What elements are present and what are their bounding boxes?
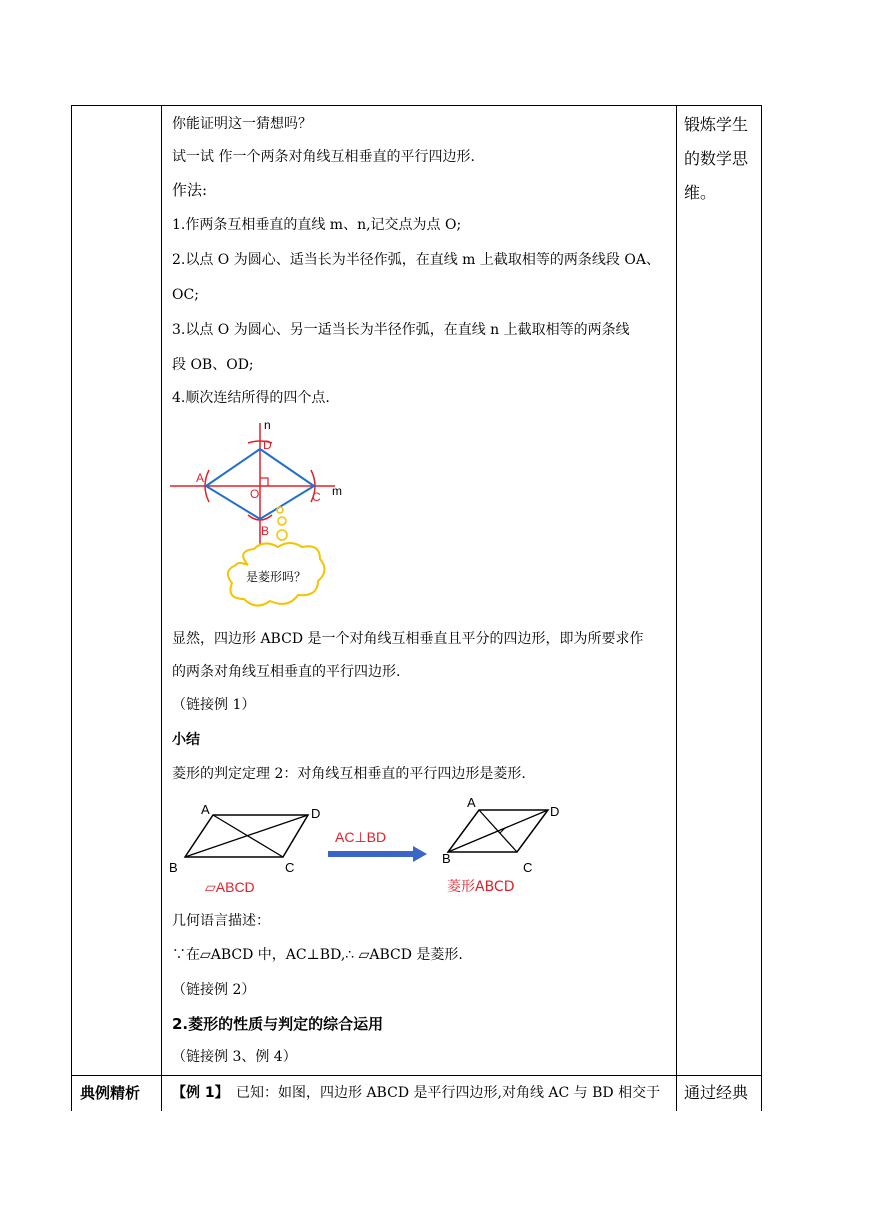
label-m: m bbox=[332, 484, 342, 498]
summary-title: 小结 bbox=[172, 732, 200, 748]
section-2-heading: 2.菱形的性质与判定的综合运用 bbox=[172, 1015, 384, 1033]
table-col2-border bbox=[676, 105, 677, 1111]
right-note-2: 的数学思 bbox=[684, 149, 749, 168]
try-line: 试一试 作一个两条对角线互相垂直的平行四边形. bbox=[172, 149, 475, 165]
table-left-border bbox=[71, 105, 72, 1111]
example-1-tag: 【例 1】 bbox=[172, 1085, 229, 1101]
table-col1-border bbox=[161, 105, 162, 1111]
arrow-shape bbox=[328, 846, 427, 862]
geo-description: 几何语言描述： bbox=[172, 913, 270, 929]
left-label-b: B bbox=[169, 860, 178, 875]
row-label-examples: 典例精析 bbox=[80, 1084, 141, 1102]
construction-figure bbox=[170, 415, 370, 615]
theorem-2: 菱形的判定定理 2：对角线互相垂直的平行四边形是菱形. bbox=[172, 766, 526, 782]
label-b: B bbox=[261, 524, 270, 538]
step-2b: OC; bbox=[172, 287, 199, 303]
step-4: 4.顺次连结所得的四个点. bbox=[172, 390, 330, 406]
link-example-1: （链接例 1） bbox=[172, 697, 256, 713]
left-label-c: C bbox=[285, 860, 295, 875]
theorem-figure bbox=[165, 795, 585, 900]
label-n: n bbox=[264, 418, 271, 432]
conclusion-b: 的两条对角线互相垂直的平行四边形. bbox=[172, 664, 401, 680]
right-label-d: D bbox=[550, 804, 560, 819]
right-note-3: 维。 bbox=[684, 183, 717, 202]
table-row-divider bbox=[71, 1075, 762, 1076]
table-top-border bbox=[71, 105, 762, 106]
right-note-1: 锻炼学生 bbox=[684, 115, 749, 134]
method-heading: 作法: bbox=[172, 181, 208, 199]
left-label-a: A bbox=[201, 802, 210, 817]
table-right-border bbox=[761, 105, 762, 1111]
label-d: D bbox=[263, 438, 272, 452]
question-line: 你能证明这一猜想吗？ bbox=[172, 116, 312, 132]
right-label-c: C bbox=[523, 860, 533, 875]
right-angle-mark bbox=[260, 478, 268, 486]
right-caption: 菱形ABCD bbox=[447, 879, 515, 895]
link-example-3-4: （链接例 3、例 4） bbox=[172, 1049, 297, 1065]
label-a: A bbox=[196, 471, 205, 485]
step-1: 1.作两条互相垂直的直线 m、n,记交点为点 O; bbox=[172, 217, 462, 233]
conclusion-a: 显然，四边形 ABCD 是一个对角线互相垂直且平分的四边形，即为所要求作 bbox=[172, 631, 644, 647]
example-1-text: 已知：如图，四边形 ABCD 是平行四边形,对角线 AC 与 BD 相交于 bbox=[236, 1085, 661, 1101]
right-label-b: B bbox=[442, 851, 451, 866]
right-label-a: A bbox=[467, 795, 476, 810]
bubble-dot-3 bbox=[277, 530, 287, 540]
bubble-dot-2 bbox=[278, 517, 286, 525]
step-3a: 3.以点 O 为圆心、另一适当长为半径作弧，在直线 n 上截取相等的两条线 bbox=[172, 322, 630, 338]
step-2a: 2.以点 O 为圆心、适当长为半径作弧，在直线 m 上截取相等的两条线段 OA、 bbox=[172, 252, 660, 268]
left-caption: ▱ABCD bbox=[205, 879, 255, 895]
geo-statement: ∵在▱ABCD 中，AC⊥BD,∴ ▱ABCD 是菱形. bbox=[172, 947, 463, 963]
link-example-2: （链接例 2） bbox=[172, 982, 256, 998]
diag-bd-left bbox=[185, 815, 308, 857]
label-o: O bbox=[250, 487, 260, 501]
step-3b: 段 OB、OD; bbox=[172, 357, 254, 373]
right-note-4: 通过经典 bbox=[684, 1083, 749, 1102]
bubble-text: 是菱形吗？ bbox=[245, 570, 307, 584]
arrow-label: AC⊥BD bbox=[335, 829, 387, 845]
label-c: C bbox=[312, 490, 321, 504]
left-label-d: D bbox=[311, 806, 321, 821]
